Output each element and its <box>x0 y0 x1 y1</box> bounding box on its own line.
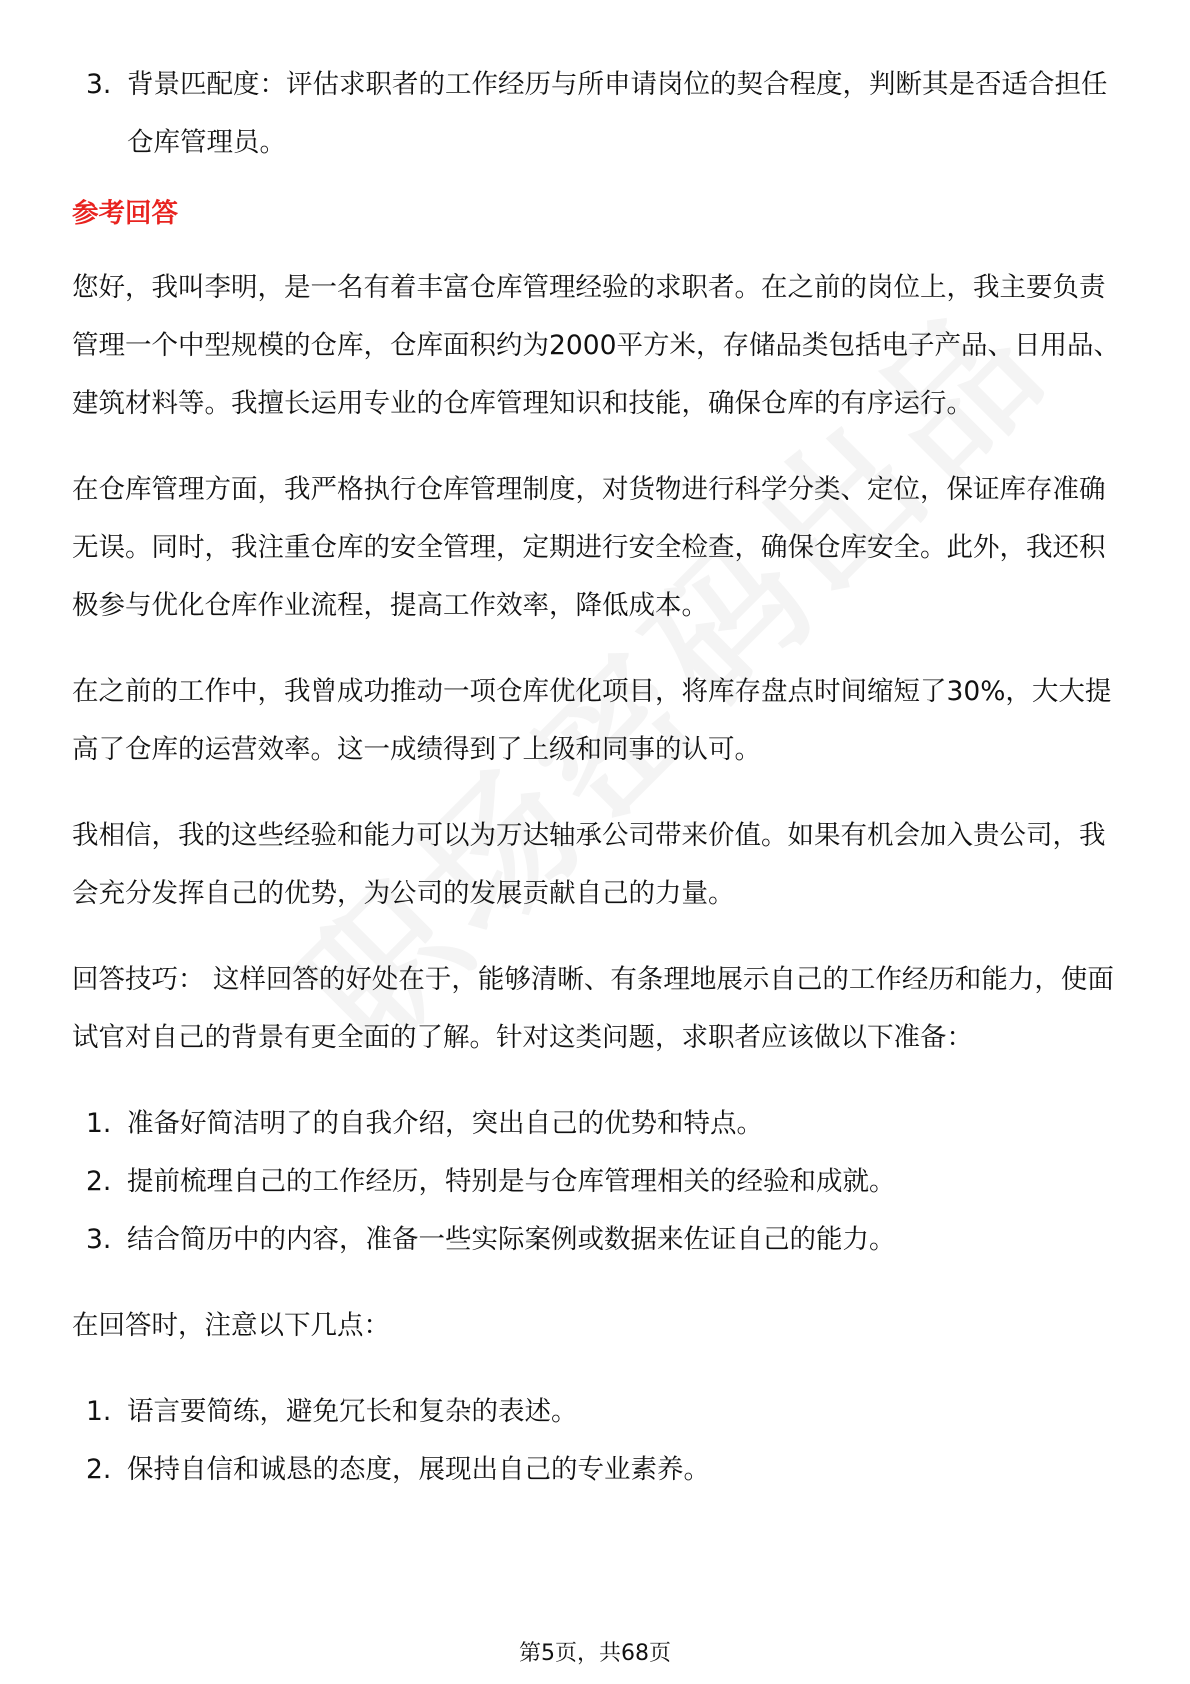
notes-list <box>72 1383 1122 1499</box>
list-item <box>72 56 1122 172</box>
page-footer: 第5页，共68页 <box>519 1641 671 1666</box>
preparation-list <box>72 1095 1122 1269</box>
list-text: 准备好简洁明了的自我介绍，突出自己的优势和特点。 <box>127 1108 763 1139</box>
list-text: 背景匹配度：评估求职者的工作经历与所申请岗位的契合程度，判断其是否适合担任仓库管理员。 <box>127 69 1108 158</box>
list-number: 3. <box>86 69 112 100</box>
answer-paragraph: 在之前的工作中，我曾成功推动一项仓库优化项目，将库存盘点时间缩短了30%，大大提高了仓库的运营效率。这一成绩得到了上级和同事的认可。 <box>72 676 1112 765</box>
list-text: 结合简历中的内容，准备一些实际案例或数据来佐证自己的能力。 <box>127 1224 896 1255</box>
list-number: 1. <box>86 1396 112 1427</box>
list-text: 保持自信和诚恳的态度，展现出自己的专业素养。 <box>127 1454 710 1485</box>
list-number: 2. <box>86 1166 112 1197</box>
list-item <box>72 1383 1122 1441</box>
list-text: 提前梳理自己的工作经历，特别是与仓库管理相关的经验和成就。 <box>127 1166 896 1197</box>
list-number: 2. <box>86 1454 112 1485</box>
section-heading: 参考回答 <box>72 198 178 229</box>
criteria-list <box>72 56 1122 172</box>
answer-paragraph: 我相信，我的这些经验和能力可以为万达轴承公司带来价值。如果有机会加入贵公司，我会充分发挥自己的优势，为公司的发展贡献自己的力量。 <box>72 820 1106 909</box>
answer-paragraph: 在仓库管理方面，我严格执行仓库管理制度，对货物进行科学分类、定位，保证库存准确无误。同时，我注重仓库的安全管理，定期进行安全检查，确保仓库安全。此外，我还积极参与优化仓库作业流程，提高工作效率，降低成本。 <box>72 474 1106 621</box>
list-item <box>72 1095 1122 1153</box>
list-item <box>72 1153 1122 1211</box>
tips-paragraph: 回答技巧： 这样回答的好处在于，能够清晰、有条理地展示自己的工作经历和能力，使面试官对自己的背景有更全面的了解。针对这类问题，求职者应该做以下准备： <box>72 964 1114 1053</box>
list-number: 1. <box>86 1108 112 1139</box>
list-number: 3. <box>86 1224 112 1255</box>
notes-intro: 在回答时，注意以下几点： <box>72 1310 390 1341</box>
list-text: 语言要简练，避免冗长和复杂的表述。 <box>127 1396 578 1427</box>
list-item <box>72 1441 1122 1499</box>
page-content <box>72 56 1122 1499</box>
list-item <box>72 1211 1122 1269</box>
answer-paragraph: 您好，我叫李明，是一名有着丰富仓库管理经验的求职者。在之前的岗位上，我主要负责管理一个中型规模的仓库，仓库面积约为2000平方米，存储品类包括电子产品、日用品、建筑材料等。我擅长运用专业的仓库管理知识和技能，确保仓库的有序运行。 <box>72 272 1120 419</box>
